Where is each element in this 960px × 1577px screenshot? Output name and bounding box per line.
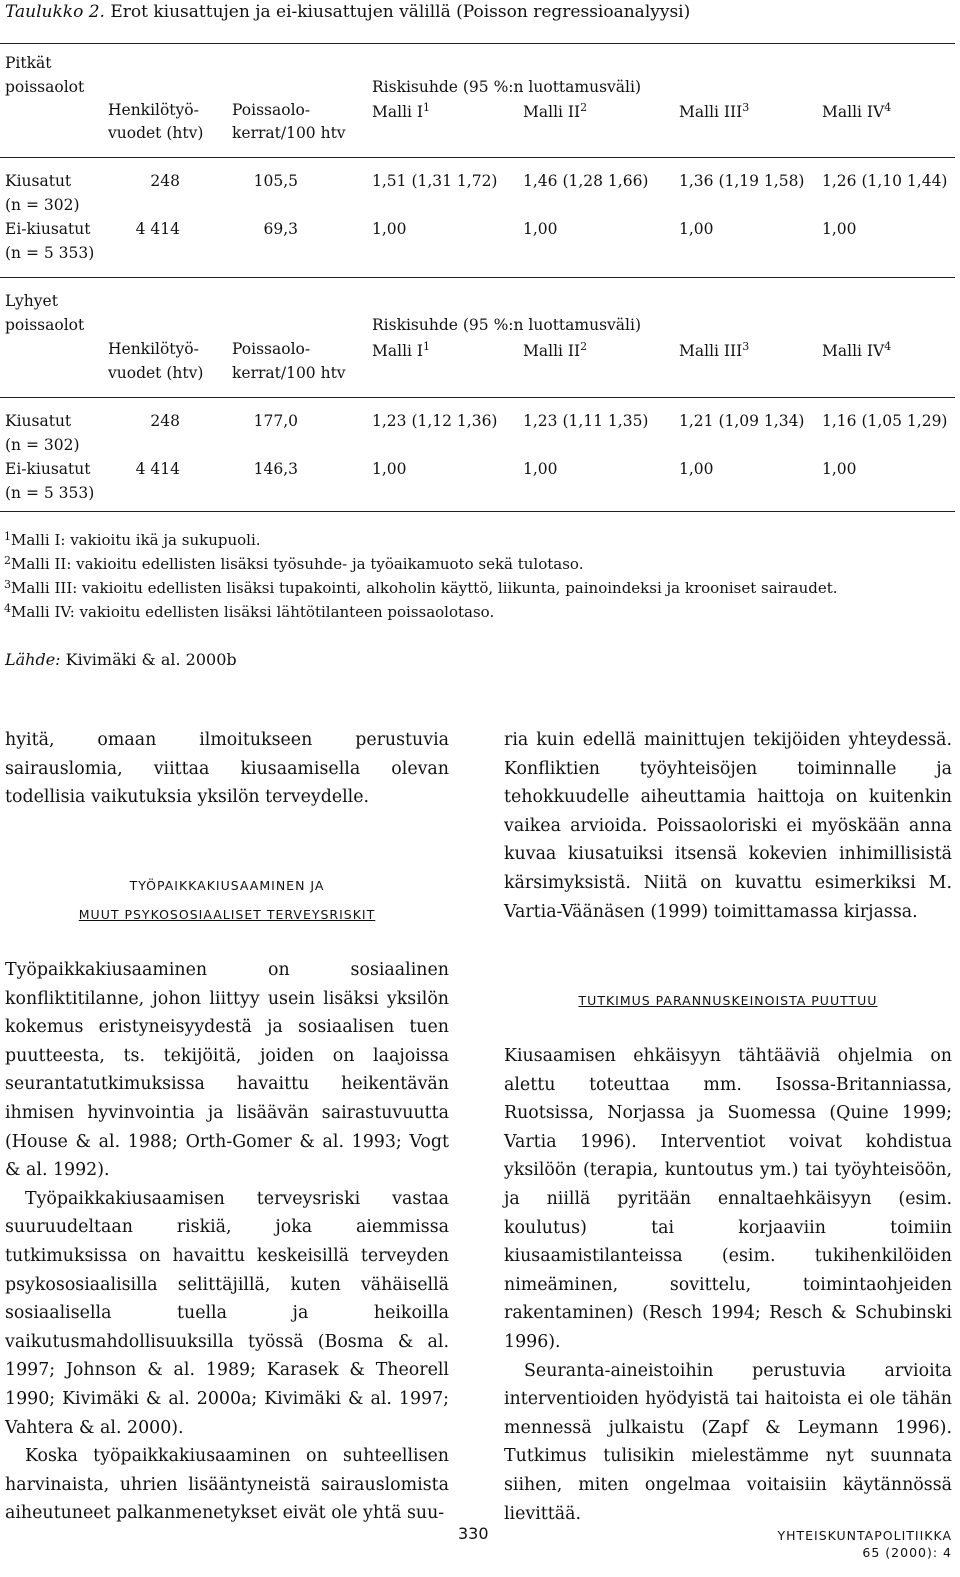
section-heading-left-line2: MUUT PSYKOSOSIAALISET TERVEYSRISKIT	[78, 907, 376, 922]
journal-footer	[777, 1527, 952, 1561]
section-label-line2: poissaolot	[5, 78, 85, 96]
source-text: Kivimäki & al. 2000b	[65, 650, 237, 669]
journal-issue: 65 (2000): 4	[862, 1545, 952, 1560]
col-header-rate-line2: kerrat/100 htv	[232, 124, 346, 142]
page-number: 330	[458, 1524, 489, 1543]
cell-model-3: 1,00	[679, 220, 714, 238]
table-section-rule	[0, 277, 955, 278]
paragraph: Työpaikkakiusaamisen terveysriski vastaa suuruudeltaan riskiä, joka aiemmissa tutkimuksissa on havaittu keskeisillä terveyden psykososiaalisilla selittäjillä, kuten vähäisellä sosiaalisella tuella ja heikoilla vaikutusmahdollisuuksilla työssä (Bosma & al. 1997; Johnson & al. 1989; Karasek & Theorell 1990; Kivimäki & al. 2000a; Kivimäki & al. 1997; Vahtera & al. 2000).	[5, 1188, 449, 1438]
left-column-intro	[5, 726, 449, 812]
paragraph: ria kuin edellä mainittujen tekijöiden yhteydessä. Konfliktien työyhteisöjen toiminnalle ja tehokkuudelle aiheuttamia haittoja on kuitenkin vaikea arvioida. Poissaoloriski ei myöskään anna kuvaa kiusatuiksi itsensä kokevien inhimillisistä kärsimyksistä. Niitä on kuvattu esimerkiksi M. Vartia-Väänäsen (1999) toimittamassa kirjassa.	[504, 730, 952, 922]
cell-htv: 4 414	[135, 220, 180, 238]
paragraph: Seuranta-aineistoihin perustuvia arvioita interventioiden hyödyistä tai haitoista ei ole tähän mennessä julkaistu (Zapf & Leymann 1996). Tutkimus tulisikin mielestämme nyt suunnata siihen, miten ongelmaa voitaisiin käytännössä lievittää.	[504, 1360, 952, 1524]
section-label-line2: poissaolot	[5, 316, 85, 334]
col-header-htv-line1: Henkilötyö-	[108, 340, 199, 358]
col-header-htv-line1: Henkilötyö-	[108, 101, 199, 119]
table-header-rule	[0, 397, 955, 398]
paragraph: hyitä, omaan ilmoitukseen perustuvia sairauslomia, viittaa kiusaamisella olevan todellisia vaikutuksia yksilön terveydelle.	[5, 730, 449, 808]
source-label: Lähde:	[5, 650, 61, 669]
cell-model-3: 1,36 (1,19 1,58)	[679, 172, 805, 190]
journal-name: YHTEISKUNTAPOLITIIKKA	[777, 1528, 952, 1543]
cell-model-4: 1,16 (1,05 1,29)	[822, 412, 948, 430]
row-n: (n = 5 353)	[5, 484, 95, 502]
table-source	[5, 650, 237, 669]
row-n: (n = 5 353)	[5, 244, 95, 262]
footnote: $^3$Malli III: vakioitu edellisten lisäksi tupakointi, alkoholin käyttö, liikunta, painoindeksi ja krooniset sairaudet.	[4, 578, 838, 597]
model-header: Malli $II^2$	[523, 340, 588, 360]
cell-model-3: 1,21 (1,09 1,34)	[679, 412, 805, 430]
table-top-rule	[0, 43, 955, 44]
model-header: Malli $IV^4$	[822, 101, 892, 121]
cell-htv: 248	[150, 172, 180, 190]
row-group: Kiusatut	[5, 412, 72, 430]
model-header: Malli $IV^4$	[822, 340, 892, 360]
cell-rate: 69,3	[263, 220, 298, 238]
cell-model-1: 1,00	[372, 460, 407, 478]
left-column-body	[5, 956, 449, 1528]
cell-model-4: 1,00	[822, 220, 857, 238]
table-bottom-rule	[0, 511, 955, 512]
cell-rate: 105,5	[253, 172, 298, 190]
section-label-line1: Lyhyet	[5, 292, 58, 310]
right-column-body	[504, 1042, 952, 1528]
cell-model-4: 1,26 (1,10 1,44)	[822, 172, 948, 190]
row-group: Ei-kiusatut	[5, 220, 91, 238]
paragraph: Työpaikkakiusaaminen on sosiaalinen konfliktitilanne, johon liittyy usein lisäksi yksilön kokemus eristyneisyydestä ja sosiaalisen tuen puutteesta, ts. tekijöitä, joiden on laajoissa seurantatutkimuksissa havaittu heikentävän ihmisen hyvinvointia ja lisäävän sairastuvuutta (House & al. 1988; Orth-Gomer & al. 1993; Vogt & al. 1992).	[5, 960, 449, 1181]
right-column-intro	[504, 726, 952, 926]
cell-model-1: 1,51 (1,31 1,72)	[372, 172, 498, 190]
col-header-rate-line1: Poissaolo-	[232, 101, 311, 119]
section-label-line1: Pitkät	[5, 54, 52, 72]
model-header: Malli $I^1$	[372, 340, 431, 360]
risk-ratio-header: Riskisuhde (95 %:n luottamusväli)	[372, 316, 641, 334]
footnote: $^4$Malli IV: vakioitu edellisten lisäksi lähtötilanteen poissaolotaso.	[4, 602, 495, 621]
paragraph: Kiusaamisen ehkäisyyn tähtääviä ohjelmia on alettu toteuttaa mm. Isossa-Britanniassa, Ruotsissa, Norjassa ja Suomessa (Quine 1999; Vartia 1996). Interventiot voivat kohdistua yksilöön (terapia, kuntoutus ym.) tai työyhteisöön, ja niillä pyritään ennaltaehkäisyyn (esim. koulutus) tai korjaaviin toimiin kiusaamistilanteissa (esim. tukihenkilöiden nimeäminen, sovittelu, toimintaohjeiden rakentaminen) (Resch 1994; Resch & Schubinski 1996).	[504, 1046, 952, 1352]
paragraph: Koska työpaikkakiusaaminen on suhteellisen harvinaista, uhrien lisääntyneistä sairauslomista aiheutuneet palkanmenetykset eivät ole yhtä suu-	[5, 1446, 449, 1524]
cell-model-2: 1,00	[523, 220, 558, 238]
row-group: Kiusatut	[5, 172, 72, 190]
table-caption	[5, 2, 690, 22]
footnote: $^1$Malli I: vakioitu ikä ja sukupuoli.	[4, 530, 261, 549]
cell-model-1: 1,23 (1,12 1,36)	[372, 412, 498, 430]
col-header-rate-line2: kerrat/100 htv	[232, 364, 346, 382]
row-group: Ei-kiusatut	[5, 460, 91, 478]
cell-htv: 248	[150, 412, 180, 430]
table-label: Taulukko 2.	[5, 2, 105, 22]
model-header: Malli III$^3$	[679, 340, 750, 360]
cell-model-3: 1,00	[679, 460, 714, 478]
col-header-htv-line2: vuodet (htv)	[108, 364, 204, 382]
cell-rate: 177,0	[253, 412, 298, 430]
col-header-rate-line1: Poissaolo-	[232, 340, 311, 358]
col-header-htv-line2: vuodet (htv)	[108, 124, 204, 142]
row-n: (n = 302)	[5, 436, 80, 454]
risk-ratio-header: Riskisuhde (95 %:n luottamusväli)	[372, 78, 641, 96]
cell-model-1: 1,00	[372, 220, 407, 238]
cell-model-2: 1,23 (1,11 1,35)	[523, 412, 649, 430]
footnote: $^2$Malli II: vakioitu edellisten lisäksi työsuhde- ja työaikamuoto sekä tulotaso.	[4, 554, 584, 573]
row-n: (n = 302)	[5, 196, 80, 214]
model-header: Malli III$^3$	[679, 101, 750, 121]
model-header: Malli $I^1$	[372, 101, 431, 121]
cell-model-2: 1,00	[523, 460, 558, 478]
cell-model-4: 1,00	[822, 460, 857, 478]
model-header: Malli $II^2$	[523, 101, 588, 121]
cell-model-2: 1,46 (1,28 1,66)	[523, 172, 649, 190]
section-heading-left-line1: TYÖPAIKKAKIUSAAMINEN JA	[129, 878, 325, 893]
table-title: Erot kiusattujen ja ei-kiusattujen välillä (Poisson regressioanalyysi)	[110, 2, 691, 22]
table-header-rule	[0, 157, 955, 158]
cell-htv: 4 414	[135, 460, 180, 478]
section-heading-right: TUTKIMUS PARANNUSKEINOISTA PUUTTUU	[578, 993, 878, 1008]
cell-rate: 146,3	[253, 460, 298, 478]
